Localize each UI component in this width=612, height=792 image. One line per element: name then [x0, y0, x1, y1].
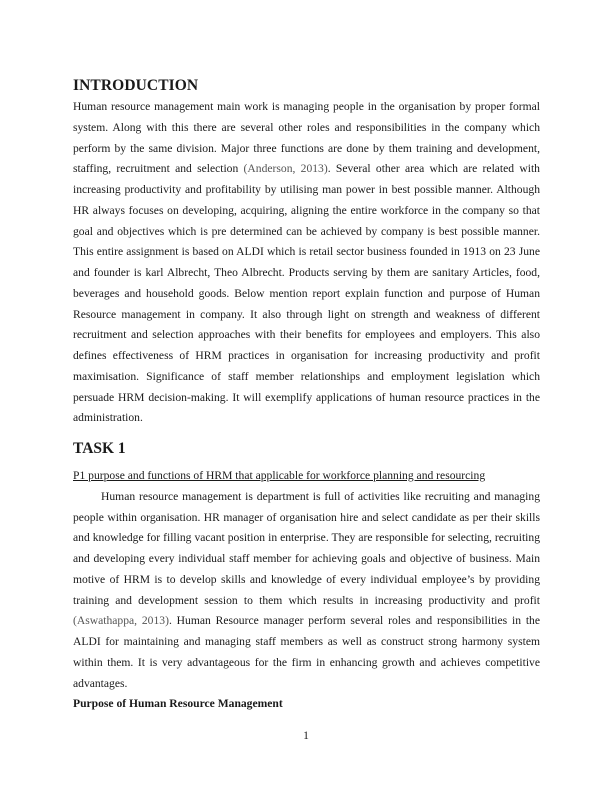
introduction-text-part2: . Several other area which are related with increasing productivity and profitability by utilising man power in best possible manner. Although HR always focuses on developing, acquiring, aligning the entire workforce in the company so that goal and objectives which is pre determined can be achieved by company is best possible manner. This entire assignment is based on ALDI which is retail sector business founded in 1913 on 23 June and founder is karl Albrecht, Theo Albrecht. Products serving by them are sanitary Articles, food, beverages and household goods. Below mention report explain function and purpose of Human Resource management in company. It also through light on strength and weakness of different recruitment and selection approaches with their benefits for employees and employers. This also defines effectiveness of HRM practices in organisation for increasing productivity and profit maximisation. Significance of staff member relationships and employment legislation which persuade HRM decision-making. It will exemplify applications of human resource practices in the administration. [73, 162, 540, 425]
document-page [73, 76, 540, 715]
introduction-heading: INTRODUCTION [73, 77, 199, 94]
page-number: 1 [303, 729, 309, 742]
task1-text-part1: Human resource management is department is full of activities like recruiting and managing people within organisation. HR manager of organisation hire and select candidate as per their skills and knowledge for filling vacant position in enterprise. They are responsible for selecting, recruiting and developing every individual staff member for achieving goals and objective of business. Main motive of HRM is to develop skills and knowledge of every individual employee’s by providing training and development session to them which results in increasing productivity and profit [73, 489, 540, 607]
citation-anderson: (Anderson, 2013) [243, 162, 328, 176]
task1-heading: TASK 1 [73, 440, 126, 457]
citation-aswathappa: (Aswathappa, 2013) [73, 614, 169, 628]
purpose-of-hrm-heading: Purpose of Human Resource Management [73, 697, 283, 711]
task1-section [73, 439, 540, 715]
introduction-text-part1: Human resource management main work is managing people in the organisation by proper formal system. Along with this there are several other roles and responsibilities in the company which perform by the same division. Major three functions are done by them training and development, staffing, recruitment and selection [73, 100, 540, 176]
task1-text-part2: . Human Resource manager perform several roles and responsibilities in the ALDI for maintaining and managing staff members as well as construct strong harmony system within them. It is very advantageous for the firm in enhancing growth and achieves competitive advantages. [73, 614, 541, 690]
introduction-paragraph [73, 97, 540, 429]
task1-subheading: P1 purpose and functions of HRM that applicable for workforce planning and resourcing [73, 469, 486, 482]
task1-paragraph [73, 487, 540, 695]
introduction-section [73, 76, 540, 429]
